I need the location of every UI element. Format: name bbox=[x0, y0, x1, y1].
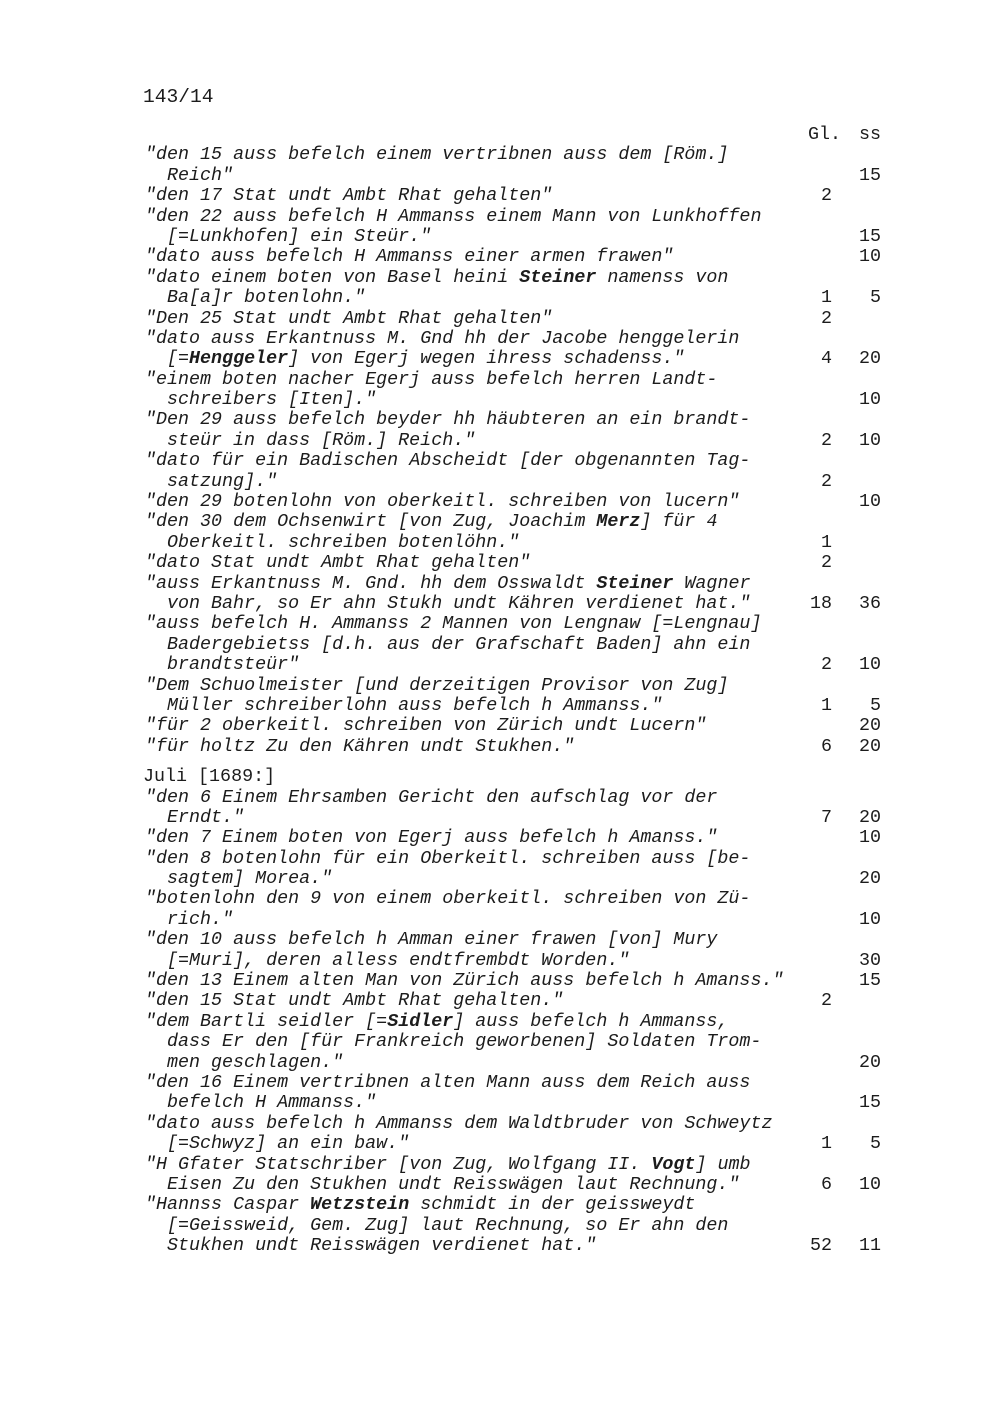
amount-schilling: 15 bbox=[858, 1092, 881, 1114]
amount-schilling: 10 bbox=[858, 389, 881, 411]
entry-text: steür in dass [Röm.] Reich." bbox=[167, 429, 476, 451]
entry-text: "den 10 auss befelch h Amman einer frawen [von] Mury bbox=[145, 929, 718, 951]
entry-text-part: "H Gfater Statschriber [von Zug, Wolfgang II. bbox=[145, 1153, 652, 1175]
amount-schilling: 20 bbox=[858, 806, 881, 828]
entry-line bbox=[0, 533, 1000, 553]
entry-line bbox=[0, 492, 1000, 512]
column-header-schilling: ss bbox=[858, 124, 881, 145]
entry-text: "den 8 botenlohn für ein Oberkeitl. schreiben auss [be- bbox=[145, 847, 751, 869]
entry-text bbox=[145, 1155, 750, 1175]
entry-text: "den 22 auss befelch H Ammanss einem Mann von Lunkhoffen bbox=[145, 205, 762, 227]
entry-text-part: "auss Erkantnuss M. Gnd. hh dem Osswaldt bbox=[145, 572, 597, 594]
entry-text: "für 2 oberkeitl. schreiben von Zürich undt Lucern" bbox=[145, 715, 707, 737]
entry-line bbox=[0, 951, 1000, 971]
amount-schilling: 15 bbox=[858, 225, 881, 247]
entry-line bbox=[0, 349, 1000, 369]
entry-text bbox=[145, 268, 728, 288]
account-ledger bbox=[0, 125, 1000, 1256]
entry-line bbox=[0, 472, 1000, 492]
entry-text: "dato auss befelch h Ammanss dem Waldtbruder von Schweytz bbox=[145, 1112, 773, 1134]
entry-text: Eisen Zu den Stukhen undt Reisswägen laut Rechnung." bbox=[167, 1173, 740, 1195]
entry-text: von Bahr, so Er ahn Stukh undt Kähren verdienet hat." bbox=[167, 592, 751, 614]
entry-text: satzung]." bbox=[167, 470, 278, 492]
entry-text-part: ] auss befelch h Ammanss, bbox=[453, 1010, 729, 1032]
amount-gulden: 2 bbox=[820, 429, 832, 451]
entry-text: Stukhen undt Reisswägen verdienet hat." bbox=[167, 1235, 597, 1257]
entry-line bbox=[0, 869, 1000, 889]
entry-line bbox=[0, 268, 1000, 288]
entry-line bbox=[0, 145, 1000, 165]
entry-text: befelch H Ammanss." bbox=[167, 1092, 377, 1114]
entry-text: "auss befelch H. Ammanss 2 Mannen von Lengnaw [=Lengnau] bbox=[145, 613, 762, 635]
amount-gulden: 2 bbox=[820, 552, 832, 574]
entry-line bbox=[0, 247, 1000, 267]
entry-line bbox=[0, 910, 1000, 930]
entry-text: "einem boten nacher Egerj auss befelch herren Landt- bbox=[145, 368, 718, 390]
entry-line bbox=[0, 390, 1000, 410]
amount-schilling: 10 bbox=[858, 827, 881, 849]
amount-schilling: 5 bbox=[869, 694, 881, 716]
entry-line bbox=[0, 1114, 1000, 1134]
amount-schilling: 30 bbox=[858, 949, 881, 971]
entry-text: "botenlohn den 9 von einem oberkeitl. schreiben von Zü- bbox=[145, 888, 751, 910]
entry-line bbox=[0, 1032, 1000, 1052]
amount-gulden: 6 bbox=[820, 735, 832, 757]
entry-text: "den 16 Einem vertribnen alten Mann auss dem Reich auss bbox=[145, 1071, 751, 1093]
entry-line bbox=[0, 166, 1000, 186]
entry-line bbox=[0, 930, 1000, 950]
entry-text: "den 6 Einem Ehrsamben Gericht den aufschlag vor der bbox=[145, 786, 718, 808]
entry-line bbox=[0, 1216, 1000, 1236]
entry-text: [=Schwyz] an ein baw." bbox=[167, 1133, 410, 1155]
amount-gulden: 52 bbox=[809, 1235, 832, 1257]
amount-gulden: 18 bbox=[809, 592, 832, 614]
entry-line bbox=[0, 828, 1000, 848]
entry-text: "den 15 Stat undt Ambt Rhat gehalten." bbox=[145, 990, 564, 1012]
entry-text: "dato auss Erkantnuss M. Gnd hh der Jacobe henggelerin bbox=[145, 327, 740, 349]
amount-gulden: 1 bbox=[820, 287, 832, 309]
entry-line bbox=[0, 1195, 1000, 1215]
surname-highlight: Merz bbox=[596, 511, 641, 533]
entry-text-part: "dem Bartli seidler [= bbox=[145, 1010, 388, 1032]
amount-schilling: 20 bbox=[858, 735, 881, 757]
entry-line bbox=[0, 808, 1000, 828]
entry-line bbox=[0, 1012, 1000, 1032]
amount-schilling: 5 bbox=[869, 1133, 881, 1155]
entry-text: Reich" bbox=[167, 164, 234, 186]
entry-line bbox=[0, 1175, 1000, 1195]
entry-text: "dato Stat undt Ambt Rhat gehalten" bbox=[145, 552, 531, 574]
entry-text bbox=[145, 512, 717, 532]
amount-gulden: 6 bbox=[820, 1173, 832, 1195]
entry-text: "dato für ein Badischen Abscheidt [der obgenannten Tag- bbox=[145, 450, 751, 472]
entry-text: "Den 25 Stat undt Ambt Rhat gehalten" bbox=[145, 307, 553, 329]
amount-gulden: 2 bbox=[820, 185, 832, 207]
amount-schilling: 20 bbox=[858, 1051, 881, 1073]
entry-text: Müller schreiberlohn auss befelch h Ammanss." bbox=[167, 694, 663, 716]
amount-schilling: 15 bbox=[858, 970, 881, 992]
entry-text: Ba[a]r botenlohn." bbox=[167, 287, 366, 309]
entry-line bbox=[0, 889, 1000, 909]
entry-text: "für holtz Zu den Kähren undt Stukhen." bbox=[145, 735, 575, 757]
amount-schilling: 10 bbox=[858, 908, 881, 930]
entry-text: brandtsteür" bbox=[167, 654, 300, 676]
entry-text: schreibers [Iten]." bbox=[167, 389, 377, 411]
entry-line bbox=[0, 788, 1000, 808]
entry-line bbox=[0, 309, 1000, 329]
entry-text: sagtem] Morea." bbox=[167, 868, 333, 890]
entry-text bbox=[167, 349, 684, 369]
entry-line bbox=[0, 737, 1000, 757]
entry-text-part: ] von Egerj wegen ihress schadenss." bbox=[288, 348, 685, 370]
surname-highlight: Sidler bbox=[387, 1010, 454, 1032]
amount-schilling: 15 bbox=[858, 164, 881, 186]
amount-gulden: 1 bbox=[820, 1133, 832, 1155]
entry-text: "den 7 Einem boten von Egerj auss befelch h Amanss." bbox=[145, 827, 718, 849]
entry-line bbox=[0, 553, 1000, 573]
amount-gulden: 4 bbox=[820, 348, 832, 370]
entry-line bbox=[0, 410, 1000, 430]
column-header-gulden: Gl. bbox=[808, 124, 842, 145]
entry-text: dass Er den [für Frankreich geworbenen] Soldaten Trom- bbox=[167, 1031, 762, 1053]
entry-text-part: ] umb bbox=[695, 1153, 751, 1175]
entry-text: [=Lunkhofen] ein Steür." bbox=[167, 225, 432, 247]
entry-line bbox=[0, 227, 1000, 247]
amount-schilling: 10 bbox=[858, 491, 881, 513]
entry-text: Badergebietss [d.h. aus der Grafschaft Baden] ahn ein bbox=[167, 633, 751, 655]
entry-text: men geschlagen." bbox=[167, 1051, 344, 1073]
entry-line bbox=[0, 655, 1000, 675]
amount-gulden: 7 bbox=[820, 806, 832, 828]
entry-line bbox=[0, 594, 1000, 614]
entry-text: rich." bbox=[167, 908, 234, 930]
entry-line bbox=[0, 849, 1000, 869]
entry-line bbox=[0, 635, 1000, 655]
amount-schilling: 20 bbox=[858, 715, 881, 737]
entry-line bbox=[0, 1134, 1000, 1154]
entry-line bbox=[0, 971, 1000, 991]
amount-schilling: 11 bbox=[858, 1235, 881, 1257]
amount-schilling: 20 bbox=[858, 348, 881, 370]
entry-line bbox=[0, 1053, 1000, 1073]
entry-line bbox=[0, 1236, 1000, 1256]
surname-highlight: Wetzstein bbox=[310, 1194, 410, 1216]
surname-highlight: Steiner bbox=[596, 572, 674, 594]
entry-text-part: "den 30 dem Ochsenwirt [von Zug, Joachim bbox=[145, 511, 597, 533]
entry-text-part: [= bbox=[167, 348, 190, 370]
entry-text: "den 29 botenlohn von oberkeitl. schreiben von lucern" bbox=[145, 491, 740, 513]
entry-line bbox=[0, 676, 1000, 696]
entry-text bbox=[145, 574, 750, 594]
entry-text-part: Wagner bbox=[673, 572, 751, 594]
entry-text: "dato auss befelch H Ammanss einer armen frawen" bbox=[145, 246, 674, 268]
amount-gulden: 2 bbox=[820, 470, 832, 492]
entry-text: "Den 29 auss befelch beyder hh häubteren an ein brandt- bbox=[145, 409, 751, 431]
entry-line bbox=[0, 288, 1000, 308]
entry-line bbox=[0, 614, 1000, 634]
surname-highlight: Henggeler bbox=[189, 348, 289, 370]
amount-gulden: 1 bbox=[820, 694, 832, 716]
surname-highlight: Steiner bbox=[519, 266, 597, 288]
entry-line bbox=[0, 207, 1000, 227]
entry-text: Erndt." bbox=[167, 806, 245, 828]
entry-line bbox=[0, 1093, 1000, 1113]
entry-text: [=Muri], deren alless endtfrembdt Worden." bbox=[167, 949, 630, 971]
amount-schilling: 10 bbox=[858, 246, 881, 268]
entry-line bbox=[0, 574, 1000, 594]
amount-schilling: 5 bbox=[869, 287, 881, 309]
amount-gulden: 2 bbox=[820, 654, 832, 676]
entry-line bbox=[0, 370, 1000, 390]
amount-gulden: 2 bbox=[820, 307, 832, 329]
entry-text-part: "dato einem boten von Basel heini bbox=[145, 266, 520, 288]
entry-line bbox=[0, 696, 1000, 716]
entry-line bbox=[0, 1155, 1000, 1175]
column-header-row bbox=[0, 125, 1000, 145]
entry-text: "Dem Schuolmeister [und derzeitigen Provisor von Zug] bbox=[145, 674, 729, 696]
entry-text-part: schmidt in der geissweydt bbox=[409, 1194, 696, 1216]
entry-text: "den 17 Stat undt Ambt Rhat gehalten" bbox=[145, 185, 553, 207]
entry-line bbox=[0, 431, 1000, 451]
entry-text: [=Geissweid, Gem. Zug] laut Rechnung, so Er ahn den bbox=[167, 1214, 729, 1236]
entry-text: "den 13 Einem alten Man von Zürich auss befelch h Amanss." bbox=[145, 970, 784, 992]
month-heading-text: Juli [1689:] bbox=[143, 766, 276, 788]
entry-text bbox=[145, 1012, 728, 1032]
entry-line bbox=[0, 329, 1000, 349]
month-heading bbox=[0, 767, 1000, 787]
entry-line bbox=[0, 716, 1000, 736]
amount-gulden: 2 bbox=[820, 990, 832, 1012]
entry-text bbox=[145, 1195, 695, 1215]
entry-line bbox=[0, 186, 1000, 206]
page-number: 143/14 bbox=[143, 86, 214, 108]
amount-schilling: 10 bbox=[858, 654, 881, 676]
entry-text-part: ] für 4 bbox=[640, 511, 718, 533]
amount-gulden: 1 bbox=[820, 531, 832, 553]
amount-schilling: 36 bbox=[858, 592, 881, 614]
entry-text-part: namenss von bbox=[596, 266, 729, 288]
entry-line bbox=[0, 451, 1000, 471]
entry-line bbox=[0, 512, 1000, 532]
entry-line bbox=[0, 1073, 1000, 1093]
surname-highlight: Vogt bbox=[651, 1153, 696, 1175]
entry-line bbox=[0, 991, 1000, 1011]
entry-text: Oberkeitl. schreiben botenlöhn." bbox=[167, 531, 520, 553]
amount-schilling: 10 bbox=[858, 1173, 881, 1195]
entry-text: "den 15 auss befelch einem vertribnen auss dem [Röm.] bbox=[145, 144, 729, 166]
amount-schilling: 20 bbox=[858, 868, 881, 890]
amount-schilling: 10 bbox=[858, 429, 881, 451]
entry-text-part: "Hannss Caspar bbox=[145, 1194, 311, 1216]
